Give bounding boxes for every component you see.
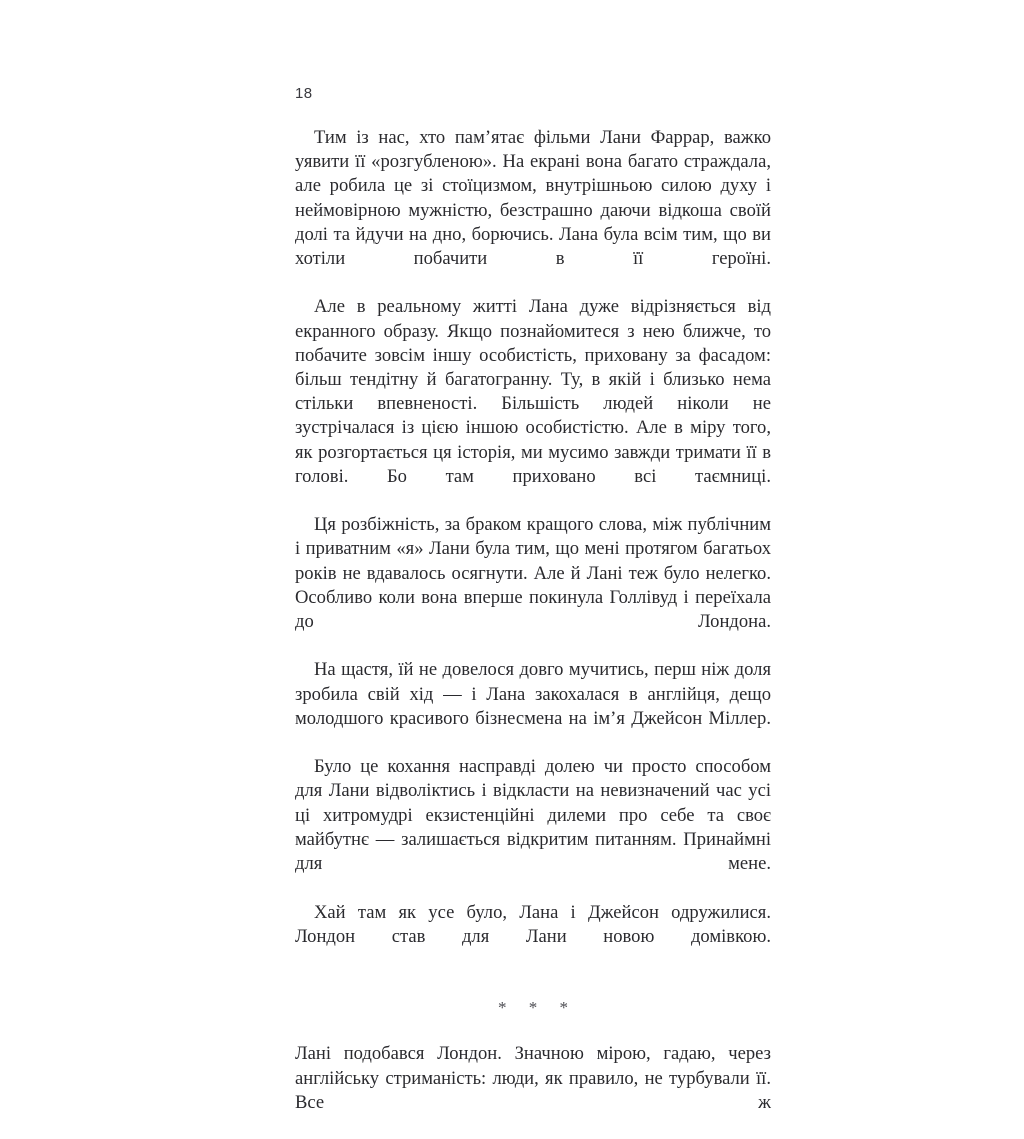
page-number: 18: [295, 85, 313, 102]
separator-spacer-top: [295, 973, 771, 996]
paragraph: Тим із нас, хто пам’ятає фільми Лани Фаррар, важко уявити її «розгубленою». На екрані вона багато страждала, але робила це зі стоїцизмом, внутрішньою силою духу і неймовірною мужністю, безстрашно даючи відкоша своїй долі та йдучи на дно, борючись. Лана була всім тим, що ви хотіли побачити в її героїні.: [295, 127, 771, 270]
paragraph: Було це кохання насправді долею чи просто способом для Лани відволіктись і відкласти на невизначений час усі ці хитромудрі екзистенційні дилеми про себе та своє майбутнє — залишається відкритим питанням. Принаймні для мене.: [295, 756, 771, 875]
separator-spacer-bottom: [295, 1020, 771, 1042]
paragraph: Ця розбіжність, за браком кращого слова, між публічним і приватним «я» Лани була тим, що мені протягом багатьох років не вдавалось осягнути. Але й Лані теж було нелегко. Особливо коли вона вперше покинула Голлівуд і переїхала до Лондона.: [295, 514, 771, 633]
paragraph: Хай там як усе було, Лана і Джейсон одружилися. Лондон став для Лани новою домівкою.: [295, 901, 771, 947]
paragraph: Але в реальному житті Лана дуже відрізняється від екранного образу. Якщо познайомитеся з нею ближче, то побачите зовсім іншу особистість, приховану за фасадом: більш тендітну й багатогранну. Ту, в якій і близько нема стільки впевненості. Більшість людей ніколи не зустрічалася із цією іншою особистістю. Але в міру того, як розгортається ця історія, ми мусимо завжди тримати її в голові. Бо там приховано всі таємниці.: [295, 296, 771, 487]
scene-break-separator: * * *: [498, 998, 577, 1018]
paragraph: На щастя, їй не довелося довго мучитись, перш ніж доля зробила свій хід — і Лана закохалася в англійця, дещо молодшого красивого бізнесмена на ім’я Джейсон Міллер.: [295, 659, 771, 729]
body-text-block: [295, 126, 771, 1139]
paragraph: Лані подобався Лондон. Значною мірою, гадаю, через англійську стриманість: люди, як правило, не турбували її. Все ж: [295, 1043, 771, 1113]
